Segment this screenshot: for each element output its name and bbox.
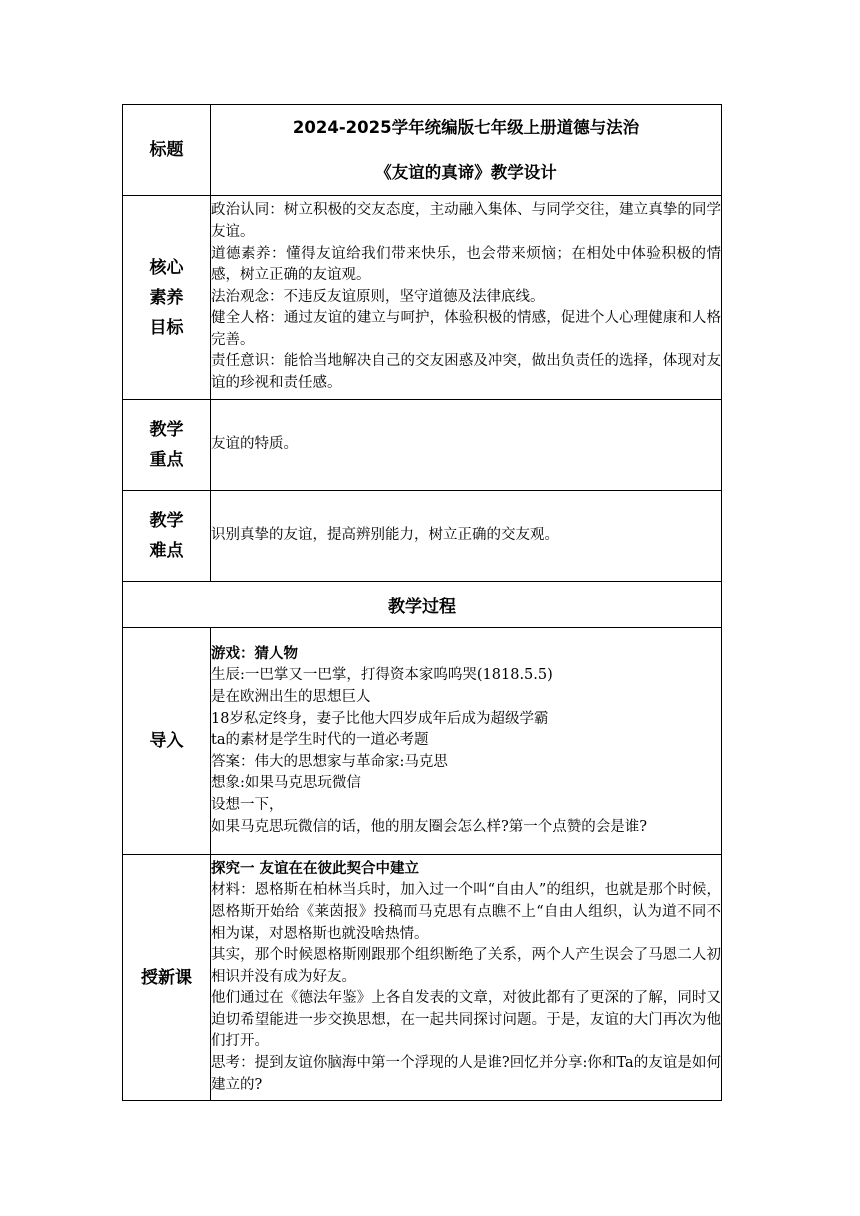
intro-row (123, 628, 722, 855)
new-lesson-paragraph: 其实，那个时候恩格斯刚跟那个组织断绝了关系，两个人产生误会了马恩二人初相识并没有成为好友。 (211, 947, 721, 985)
new-lesson-content (211, 855, 722, 1101)
title-line-1: 2024-2025学年统编版七年级上册道德与法治 (292, 118, 640, 137)
intro-line: ta的素材是学生时代的一道必考题 (211, 732, 429, 749)
goal-legal: 法治观念：不违反友谊原则，坚守道德及法律底线。 (211, 288, 545, 305)
intro-line: 如果马克思玩微信的话，他的朋友圈会怎么样?第一个点赞的会是谁? (211, 818, 648, 835)
intro-line: 18岁私定终身，妻子比他大四岁成年后成为超级学霸 (211, 710, 549, 727)
new-lesson-label: 授新课 (123, 855, 211, 1101)
intro-heading: 游戏：猜人物 (211, 645, 298, 662)
intro-content (211, 628, 722, 855)
intro-line: 设想一下， (211, 796, 284, 813)
difficult-points-content: 识别真挚的友谊，提高辨别能力，树立正确的交友观。 (211, 491, 722, 582)
new-lesson-paragraph: 他们通过在《德法年鉴》上各自发表的文章，对彼此都有了更深的了解，同时又迫切希望能进一步交换思想，在一起共同探讨问题。于是，友谊的大门再次为他们打开。 (211, 990, 721, 1050)
document-title (211, 105, 722, 196)
core-goals-label: 核心 素养 目标 (123, 196, 211, 400)
goal-moral: 道德素养：懂得友谊给我们带来快乐，也会带来烦恼；在相处中体验积极的情感，树立正确的友谊观。 (211, 245, 721, 284)
goal-responsibility: 责任意识：能恰当地解决自己的交友困惑及冲突，做出负责任的选择，体现对友谊的珍视和责任感。 (211, 353, 721, 392)
new-lesson-heading: 探究一 友谊在在彼此契合中建立 (211, 860, 420, 877)
difficult-points-label: 教学 难点 (123, 491, 211, 582)
title-row (123, 105, 722, 196)
process-header: 教学过程 (123, 582, 722, 628)
new-lesson-row (123, 855, 722, 1101)
intro-line: 生辰:一巴掌又一巴掌，打得资本家呜呜哭(1818.5.5) (211, 667, 553, 684)
new-lesson-paragraph: 思考：提到友谊你脑海中第一个浮现的人是谁?回忆并分享:你和Ta的友谊是如何建立的? (211, 1055, 721, 1093)
key-points-label: 教学 重点 (123, 400, 211, 491)
key-points-content: 友谊的特质。 (211, 400, 722, 491)
lesson-plan-table (122, 104, 722, 1101)
new-lesson-paragraph: 材料：恩格斯在柏林当兵时，加入过一个叫“自由人”的组织，也就是那个时候，恩格斯开始给《莱茵报》投稿而马克思有点瞧不上“自由人组织，认为道不同不相为谋，对恩格斯也就没啥热情。 (211, 882, 721, 942)
core-goals-row (123, 196, 722, 400)
key-points-row (123, 400, 722, 491)
difficult-points-row (123, 491, 722, 582)
intro-label: 导入 (123, 628, 211, 855)
intro-line: 是在欧洲出生的思想巨人 (211, 689, 371, 706)
core-goals-content (211, 196, 722, 400)
goal-personality: 健全人格：通过友谊的建立与呵护，体验积极的情感，促进个人心理健康和人格完善。 (211, 310, 721, 348)
intro-line: 想象:如果马克思玩微信 (211, 775, 361, 792)
title-line-2: 《友谊的真谛》教学设计 (375, 163, 557, 182)
goal-political: 政治认同：树立积极的交友态度，主动融入集体、与同学交往，建立真挚的同学友谊。 (211, 202, 721, 240)
title-label: 标题 (123, 105, 211, 196)
process-header-row (123, 582, 722, 628)
intro-line: 答案：伟大的思想家与革命家:马克思 (211, 753, 448, 770)
